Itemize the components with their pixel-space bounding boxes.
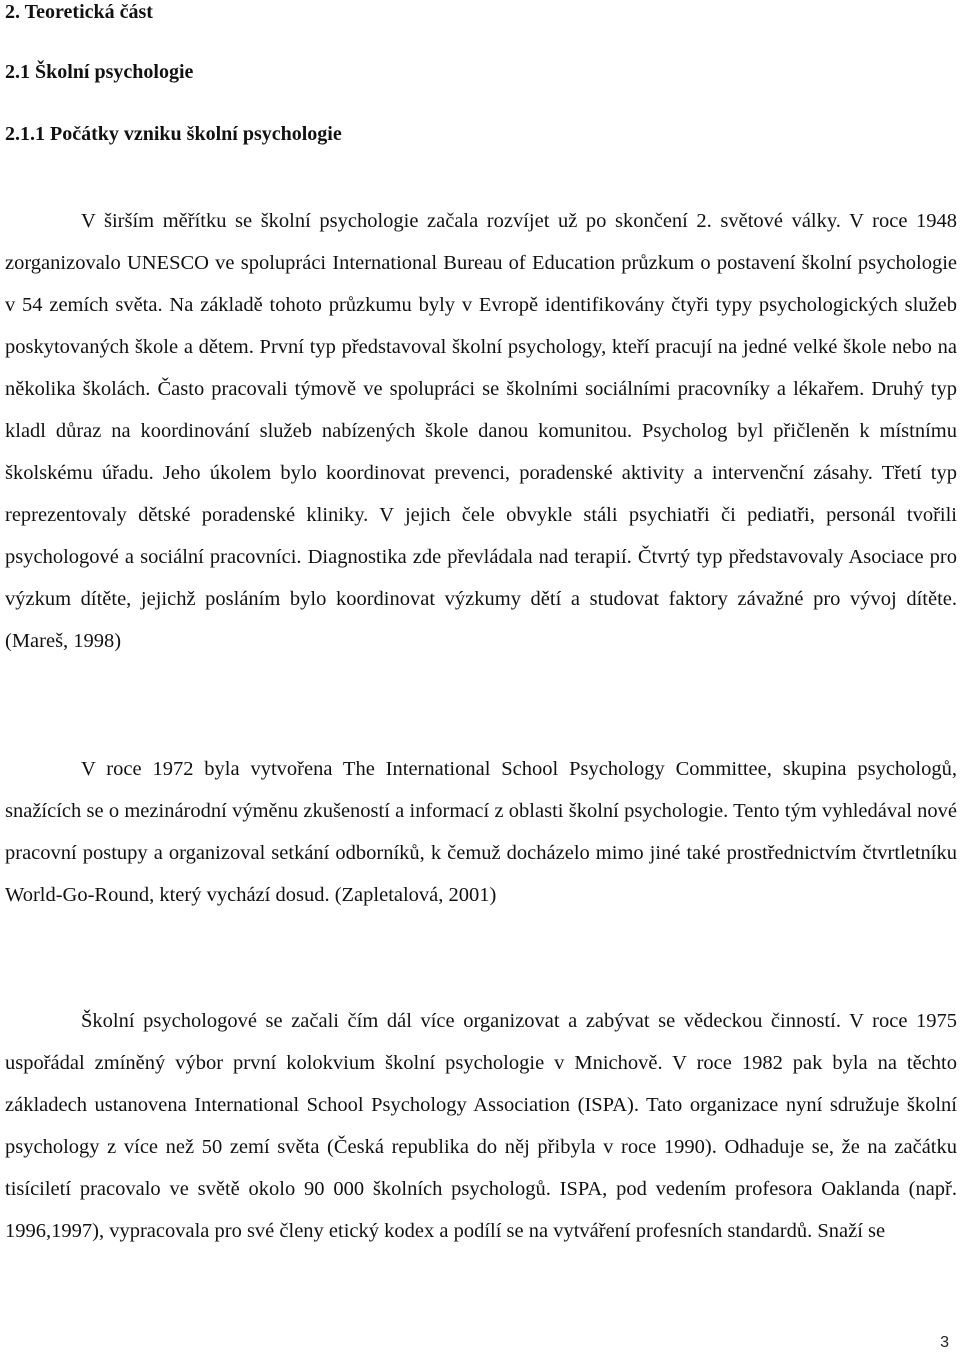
paragraph-ispa-association: Školní psychologové se začali čím dál více organizovat a zabývat se vědeckou činností. V roce 1975 uspořádal zmíněný výbor první kolokvium školní psychologie v Mnichově. V roce 1982 pak byla na těchto základech ustanovena International School Psychology Association (ISPA). Tato organizace nyní sdružuje školní psychology z více než 50 zemí světa (Česká republika do něj přibyla v roce 1990). Odhaduje se, že na začátku tisíciletí pracovalo ve světě okolo 90 000 školních psychologů. ISPA, pod vedením profesora Oaklanda (např. 1996,1997), vypracovala pro své členy etický kodex a podílí se na vytváření profesních standardů. Snaží se bbox=[5, 1010, 957, 1242]
section-heading: 2.1 Školní psychologie bbox=[5, 61, 194, 83]
chapter-heading: 2. Teoretická část bbox=[5, 1, 153, 23]
document-page bbox=[5, 0, 957, 1360]
paragraph-iscp-committee: V roce 1972 byla vytvořena The International School Psychology Committee, skupina psychologů, snažících se o mezinárodní výměnu zkušeností a informací z oblasti školní psychologie. Tento tým vyhledával nové pracovní postupy a organizoval setkání odborníků, k čemuž docházelo mimo jiné také prostřednictvím čtvrtletníku World-Go-Round, který vychází dosud. (Zapletalová, 2001) bbox=[5, 758, 957, 906]
page-number: 3 bbox=[940, 1334, 949, 1351]
paragraph-unesco-survey: V širším měřítku se školní psychologie začala rozvíjet už po skončení 2. světové války. V roce 1948 zorganizovalo UNESCO ve spolupráci International Bureau of Education průzkum o postavení školní psychologie v 54 zemích světa. Na základě tohoto průzkumu byly v Evropě identifikovány čtyři typy psychologických služeb poskytovaných škole a dětem. První typ představoval školní psychology, kteří pracují na jedné velké škole nebo na několika školách. Často pracovali týmově ve spolupráci se školními sociálními pracovníky a lékařem. Druhý typ kladl důraz na koordinování služeb nabízených škole danou komunitou. Psycholog byl přičleněn k místnímu školskému úřadu. Jeho úkolem bylo koordinovat prevenci, poradenské aktivity a intervenční zásahy. Třetí typ reprezentovaly dětské poradenské kliniky. V jejich čele obvykle stáli psychiatři či pediatři, personál tvořili psychologové a sociální pracovníci. Diagnostika zde převládala nad terapií. Čtvrtý typ představovaly Asociace pro výzkum dítěte, jejichž posláním bylo koordinovat výzkumy dětí a studovat faktory závažné pro vývoj dítěte. (Mareš, 1998) bbox=[5, 210, 957, 652]
subsection-heading: 2.1.1 Počátky vzniku školní psychologie bbox=[5, 123, 342, 145]
